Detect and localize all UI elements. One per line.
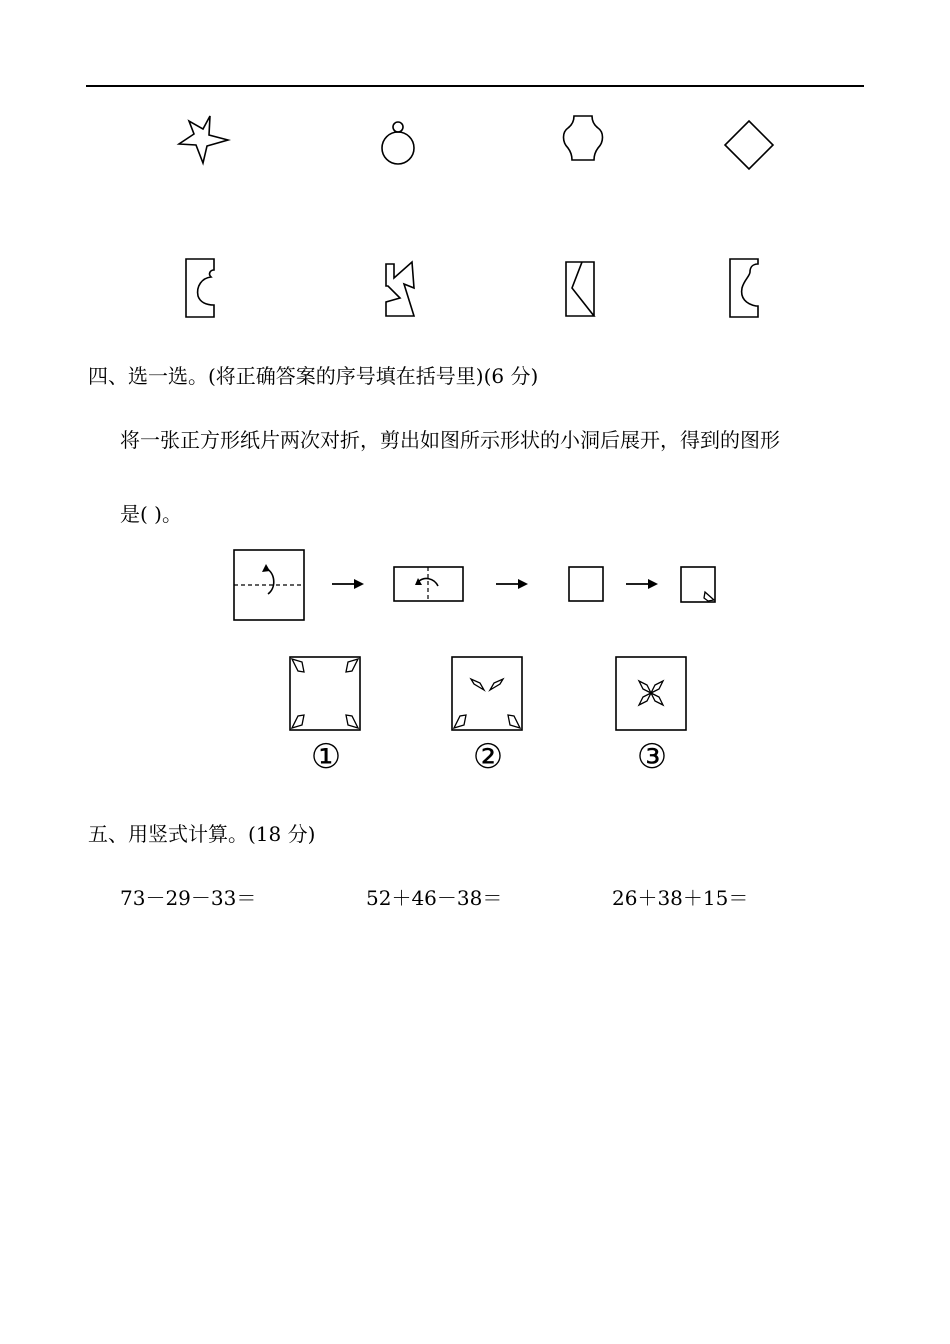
- question-line-1: 将一张正方形纸片两次对折，剪出如图所示形状的小洞后展开，得到的图形: [120, 428, 780, 452]
- calc-problem-1: 73－29－33＝: [120, 886, 257, 910]
- half-vase-cut-shape: [726, 256, 766, 320]
- section5-heading: 五、用竖式计算。(18 分): [88, 822, 316, 846]
- arrow-1: [330, 576, 366, 592]
- option-1-label[interactable]: ①: [310, 737, 342, 777]
- star-shape: [176, 112, 232, 168]
- vase-shape: [558, 112, 608, 164]
- option-2-figure[interactable]: [450, 654, 526, 734]
- diamond-shape: [722, 118, 776, 172]
- option-1-figure[interactable]: [288, 654, 364, 734]
- half-triangle-cut-shape: [562, 258, 602, 320]
- fold-step-2: [392, 564, 466, 604]
- fold-step-4-cut: [678, 564, 720, 606]
- fold-step-1: [232, 548, 308, 624]
- top-rule: [86, 85, 864, 87]
- arrow-3: [624, 576, 660, 592]
- calc-problem-2: 52＋46－38＝: [366, 886, 503, 910]
- calc-problem-3: 26＋38＋15＝: [612, 886, 749, 910]
- arrow-2: [494, 576, 530, 592]
- option-3-figure[interactable]: [614, 654, 690, 734]
- half-zigzag-shape: [380, 258, 420, 320]
- question-line-2: 是( )。: [120, 502, 182, 526]
- option-3-label[interactable]: ③: [636, 737, 668, 777]
- fold-step-3: [566, 564, 606, 604]
- half-circle-cut-shape: [182, 256, 222, 320]
- section4-heading: 四、选一选。(将正确答案的序号填在括号里)(6 分): [88, 364, 539, 388]
- circle-with-ring-shape: [376, 118, 422, 168]
- option-2-label[interactable]: ②: [472, 737, 504, 777]
